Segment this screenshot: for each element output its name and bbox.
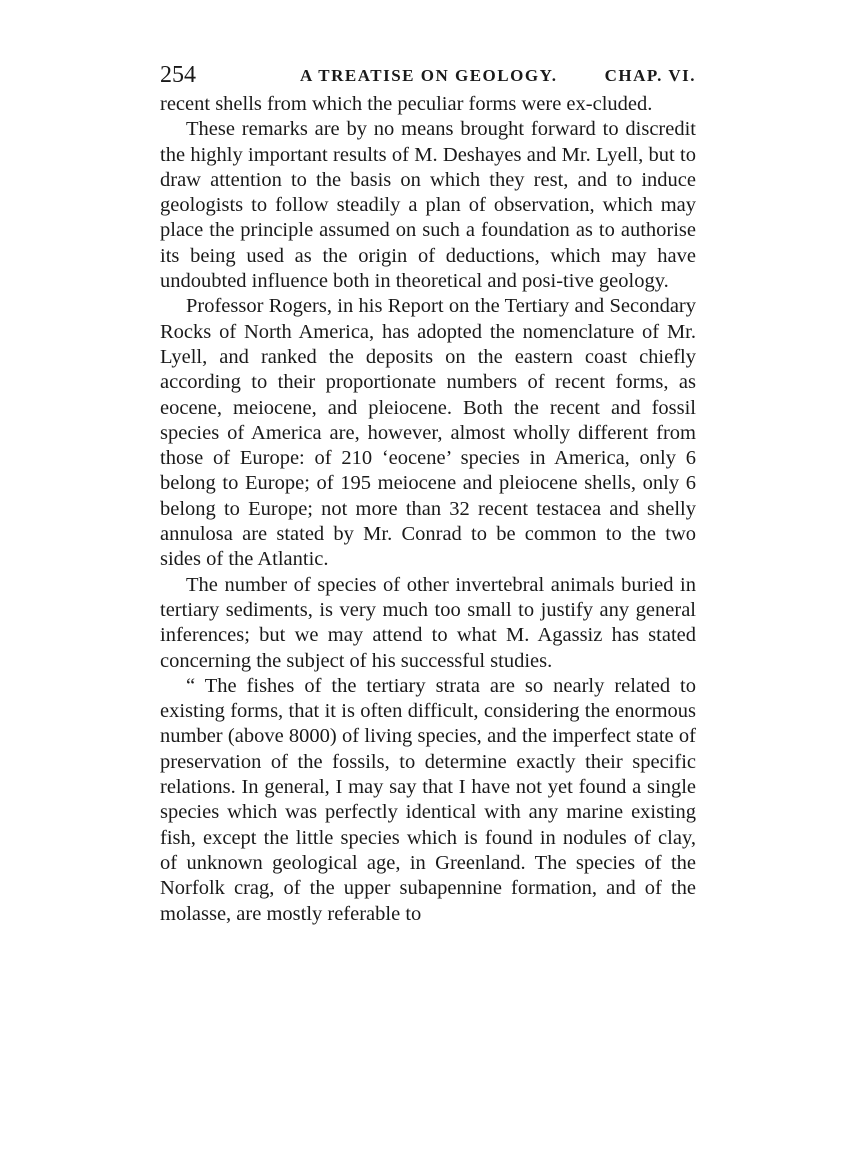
body-text xyxy=(160,92,696,927)
page-number: 254 xyxy=(160,62,196,88)
paragraph-deshayes-lyell: These remarks are by no means brought forward to discredit the highly important results of M. Deshayes and Mr. Lyell, but to draw attention to the basis on which they rest, and to induce geologists to follow steadily a plan of observation, which may place the principle assumed on such a foundation as to authorise its being used as the origin of deductions, which may have undoubted influence both in theoretical and posi-tive geology. xyxy=(160,118,696,293)
paragraph-invertebral-animals: The number of species of other invertebral animals buried in tertiary sediments, is very much too small to justify any general inferences; but we may attend to what M. Agassiz has stated concerning the subject of his successful studies. xyxy=(160,573,696,672)
chapter-label: CHAP. VI. xyxy=(604,66,696,85)
book-page xyxy=(160,52,696,927)
paragraph-professor-rogers: Professor Rogers, in his Report on the Tertiary and Secondary Rocks of North America, has adopted the nomenclature of Mr. Lyell, and ranked the deposits on the eastern coast chiefly according to their proportionate numbers of recent forms, as eocene, meiocene, and pleiocene. Both the recent and fossil species of America are, however, almost wholly different from those of Europe: of 210 ‘eocene’ species in America, only 6 belong to Europe; of 195 meiocene and pleiocene shells, only 6 belong to Europe; not more than 32 recent testacea and shelly annulosa are stated by Mr. Conrad to be common to the two sides of the Atlantic. xyxy=(160,295,696,571)
paragraph-agassiz-quote: “ The fishes of the tertiary strata are so nearly related to existing forms, that it is often difficult, considering the enormous number (above 8000) of living species, and the imperfect state of preservation of the fossils, to determine exactly their specific relations. In general, I may say that I have not yet found a single species which was perfectly identical with any marine existing fish, except the little species which is found in nodules of clay, of unknown geological age, in Greenland. The species of the Norfolk crag, of the upper subapennine formation, and of the molasse, are mostly referable to xyxy=(160,674,696,925)
paragraph-continued: recent shells from which the peculiar forms were ex-cluded. xyxy=(160,93,653,115)
running-title: A TREATISE ON GEOLOGY. xyxy=(300,66,558,85)
running-head xyxy=(160,52,696,92)
